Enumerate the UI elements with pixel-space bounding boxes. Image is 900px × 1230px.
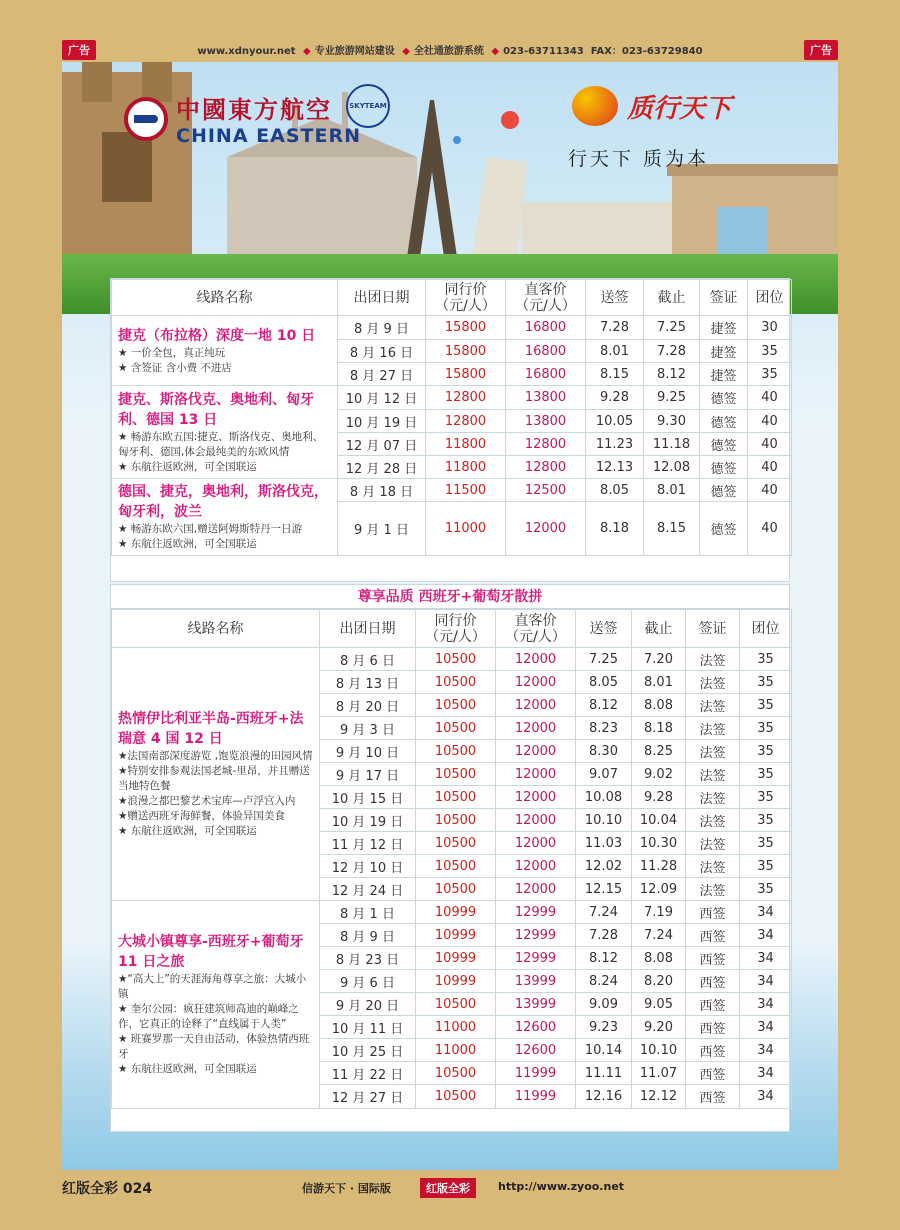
retail-price-cell: 16800 <box>506 363 586 386</box>
visa-cell: 法签 <box>686 786 740 809</box>
peer-price-cell: 11800 <box>426 433 506 456</box>
tour-table-1 <box>111 279 792 556</box>
peer-price-cell: 11500 <box>426 479 506 502</box>
seats-cell: 34 <box>740 947 792 970</box>
send-visa-cell: 10.14 <box>576 1039 632 1062</box>
send-visa-cell: 12.02 <box>576 855 632 878</box>
deadline-cell: 12.08 <box>644 456 700 479</box>
seats-cell: 35 <box>740 809 792 832</box>
visa-cell: 西签 <box>686 1039 740 1062</box>
seats-cell: 35 <box>740 694 792 717</box>
peer-price-cell: 12800 <box>426 386 506 410</box>
visa-cell: 德签 <box>700 456 748 479</box>
retail-price-cell: 12000 <box>496 648 576 671</box>
send-visa-cell: 10.08 <box>576 786 632 809</box>
peer-price-cell: 10999 <box>416 970 496 993</box>
seats-cell: 40 <box>748 502 792 556</box>
send-visa-cell: 10.10 <box>576 809 632 832</box>
deadline-cell: 8.20 <box>632 970 686 993</box>
retail-price-cell: 13800 <box>506 386 586 410</box>
ad-label-right: 广告 <box>804 40 838 60</box>
peer-price-cell: 10500 <box>416 809 496 832</box>
send-visa-cell: 8.12 <box>576 947 632 970</box>
agency-name: 质行天下 <box>627 93 732 124</box>
deadline-cell: 12.09 <box>632 878 686 901</box>
seats-cell: 40 <box>748 410 792 433</box>
table-header-row <box>112 280 792 316</box>
date-cell: 8 月 9 日 <box>338 316 426 340</box>
retail-price-cell: 12000 <box>496 878 576 901</box>
retail-price-cell: 12999 <box>496 901 576 924</box>
send-visa-cell: 8.12 <box>576 694 632 717</box>
visa-cell: 德签 <box>700 386 748 410</box>
route-cell <box>112 648 320 901</box>
seats-cell: 35 <box>748 363 792 386</box>
retail-price-cell: 12800 <box>506 456 586 479</box>
col-route: 线路名称 <box>112 610 320 648</box>
peer-price-cell: 11800 <box>426 456 506 479</box>
seats-cell: 40 <box>748 386 792 410</box>
retail-price-cell: 12000 <box>506 502 586 556</box>
date-cell: 12 月 28 日 <box>338 456 426 479</box>
visa-cell: 法签 <box>686 809 740 832</box>
seats-cell: 35 <box>740 878 792 901</box>
route-detail: ★“高大上”的天涯海角尊享之旅：大城小镇 <box>118 973 307 1000</box>
deadline-cell: 9.20 <box>632 1016 686 1039</box>
date-cell: 8 月 1 日 <box>320 901 416 924</box>
retail-price-cell: 12000 <box>496 717 576 740</box>
date-cell: 11 月 22 日 <box>320 1062 416 1085</box>
col-send-visa: 送签 <box>586 280 644 316</box>
col-date: 出团日期 <box>320 610 416 648</box>
skyteam-logo: SKYTEAM <box>346 84 390 128</box>
visa-cell: 西签 <box>686 993 740 1016</box>
retail-price-cell: 11999 <box>496 1085 576 1109</box>
seats-cell: 34 <box>740 1016 792 1039</box>
send-visa-cell: 7.28 <box>576 924 632 947</box>
retail-price-cell: 12000 <box>496 694 576 717</box>
peer-price-cell: 15800 <box>426 340 506 363</box>
visa-cell: 西签 <box>686 924 740 947</box>
retail-price-cell: 12999 <box>496 924 576 947</box>
date-cell: 10 月 12 日 <box>338 386 426 410</box>
deadline-cell: 10.04 <box>632 809 686 832</box>
service-2: 全社通旅游系统 <box>413 46 484 57</box>
date-cell: 12 月 07 日 <box>338 433 426 456</box>
retail-price-cell: 12000 <box>496 786 576 809</box>
visa-cell: 捷签 <box>700 363 748 386</box>
send-visa-cell: 11.11 <box>576 1062 632 1085</box>
retail-price-cell: 16800 <box>506 340 586 363</box>
visa-cell: 法签 <box>686 740 740 763</box>
route-cell <box>112 479 338 556</box>
seats-cell: 34 <box>740 924 792 947</box>
date-cell: 8 月 6 日 <box>320 648 416 671</box>
page-footer <box>0 1178 900 1202</box>
send-visa-cell: 12.15 <box>576 878 632 901</box>
visa-cell: 法签 <box>686 671 740 694</box>
fax-number: FAX：023-63729840 <box>590 46 703 57</box>
send-visa-cell: 8.30 <box>576 740 632 763</box>
china-eastern-logo <box>124 90 361 147</box>
seats-cell: 35 <box>740 832 792 855</box>
peer-price-cell: 11000 <box>416 1039 496 1062</box>
date-cell: 8 月 20 日 <box>320 694 416 717</box>
route-detail: ★ 畅游东欧六国,赠送阿姆斯特丹一日游 <box>118 523 303 535</box>
visa-cell: 德签 <box>700 502 748 556</box>
send-visa-cell: 10.05 <box>586 410 644 433</box>
tour-table-panel-1 <box>110 278 790 582</box>
visa-cell: 法签 <box>686 648 740 671</box>
visa-cell: 捷签 <box>700 316 748 340</box>
retail-price-cell: 13999 <box>496 970 576 993</box>
peer-price-cell: 12800 <box>426 410 506 433</box>
ad-frame <box>62 62 838 1170</box>
peer-price-cell: 10500 <box>416 763 496 786</box>
date-cell: 9 月 3 日 <box>320 717 416 740</box>
peer-price-cell: 10500 <box>416 1062 496 1085</box>
visa-cell: 西签 <box>686 970 740 993</box>
retail-price-cell: 12000 <box>496 740 576 763</box>
deadline-cell: 7.20 <box>632 648 686 671</box>
visa-cell: 法签 <box>686 763 740 786</box>
peer-price-cell: 10999 <box>416 947 496 970</box>
date-cell: 10 月 15 日 <box>320 786 416 809</box>
seats-cell: 40 <box>748 479 792 502</box>
peer-price-cell: 10500 <box>416 855 496 878</box>
airline-name-cn: 中國東方航空 <box>176 96 332 124</box>
deadline-cell: 11.18 <box>644 433 700 456</box>
retail-price-cell: 12800 <box>506 433 586 456</box>
route-detail: ★特别安排参观法国老城-里昂，并且赠送当地特色餐 <box>118 765 310 792</box>
route-detail: ★ 畅游东欧五国:捷克、斯洛伐克、奥地利、匈牙利、德国,体会最纯美的东欧风情 <box>118 430 324 458</box>
seats-cell: 40 <box>748 433 792 456</box>
visa-cell: 捷签 <box>700 340 748 363</box>
date-cell: 10 月 19 日 <box>338 410 426 433</box>
peer-price-cell: 10500 <box>416 878 496 901</box>
footer-tagline: 信游天下 · 国际版 <box>302 1182 391 1195</box>
route-detail: ★法国南部深度游览 ,饱览浪漫的田园风情 <box>118 750 313 762</box>
send-visa-cell: 8.18 <box>586 502 644 556</box>
col-send-visa: 送签 <box>576 610 632 648</box>
seats-cell: 35 <box>740 717 792 740</box>
seats-cell: 35 <box>740 855 792 878</box>
swallow-icon <box>124 97 168 141</box>
visa-cell: 西签 <box>686 1085 740 1109</box>
route-detail: ★赠送西班牙海鲜餐，体验异国美食 <box>118 810 285 822</box>
airline-name-en: CHINA EASTERN <box>176 125 361 147</box>
date-cell: 8 月 27 日 <box>338 363 426 386</box>
table-header-row <box>112 610 792 648</box>
peer-price-cell: 10500 <box>416 832 496 855</box>
deadline-cell: 10.10 <box>632 1039 686 1062</box>
deadline-cell: 9.05 <box>632 993 686 1016</box>
date-cell: 11 月 12 日 <box>320 832 416 855</box>
retail-price-cell: 12000 <box>496 832 576 855</box>
peer-price-cell: 10500 <box>416 786 496 809</box>
retail-price-cell: 13800 <box>506 410 586 433</box>
col-peer-price: 同行价 （元/人） <box>426 280 506 316</box>
send-visa-cell: 9.09 <box>576 993 632 1016</box>
seats-cell: 34 <box>740 970 792 993</box>
visa-cell: 法签 <box>686 878 740 901</box>
visa-cell: 西签 <box>686 947 740 970</box>
footer-url[interactable]: http://www.zyoo.net <box>498 1180 625 1193</box>
peer-price-cell: 10500 <box>416 648 496 671</box>
deadline-cell: 10.30 <box>632 832 686 855</box>
date-cell: 9 月 17 日 <box>320 763 416 786</box>
peer-price-cell: 15800 <box>426 316 506 340</box>
footer-badge: 红版全彩 <box>420 1178 476 1198</box>
agency-logo <box>572 86 731 126</box>
route-detail: ★ 一价全包，真正纯玩 <box>118 346 226 359</box>
seats-cell: 35 <box>748 340 792 363</box>
seats-cell: 30 <box>748 316 792 340</box>
route-title: 德国、捷克，奥地利，斯洛伐克，匈牙利，波兰 <box>118 484 328 520</box>
retail-price-cell: 13999 <box>496 993 576 1016</box>
date-cell: 12 月 27 日 <box>320 1085 416 1109</box>
agency-slogan: 行天下 质为本 <box>568 148 710 170</box>
col-route: 线路名称 <box>112 280 338 316</box>
date-cell: 8 月 9 日 <box>320 924 416 947</box>
retail-price-cell: 12000 <box>496 809 576 832</box>
send-visa-cell: 8.01 <box>586 340 644 363</box>
table-row <box>112 386 792 410</box>
top-info-bar: www.xdnyour.net ◆ 专业旅游网站建设 ◆ 全社通旅游系统 ◆ 023-63711343 FAX：023-63729840 <box>197 46 703 57</box>
seats-cell: 35 <box>740 648 792 671</box>
visa-cell: 德签 <box>700 479 748 502</box>
deadline-cell: 8.01 <box>644 479 700 502</box>
send-visa-cell: 9.23 <box>576 1016 632 1039</box>
send-visa-cell: 8.05 <box>576 671 632 694</box>
col-visa: 签证 <box>700 280 748 316</box>
send-visa-cell: 8.05 <box>586 479 644 502</box>
seats-cell: 35 <box>740 786 792 809</box>
peer-price-cell: 11000 <box>416 1016 496 1039</box>
route-detail: ★ 东航往返欧洲，可全国联运 <box>118 825 257 837</box>
visa-cell: 西签 <box>686 901 740 924</box>
date-cell: 8 月 18 日 <box>338 479 426 502</box>
deadline-cell: 9.02 <box>632 763 686 786</box>
route-detail: ★ 奎尔公园：疯狂建筑师高迪的巅峰之作，它真正的诠释了“直线属于人类” <box>118 1003 299 1030</box>
peer-price-cell: 15800 <box>426 363 506 386</box>
date-cell: 8 月 13 日 <box>320 671 416 694</box>
deadline-cell: 8.08 <box>632 694 686 717</box>
website-link[interactable]: www.xdnyour.net <box>197 46 296 57</box>
send-visa-cell: 12.13 <box>586 456 644 479</box>
seats-cell: 34 <box>740 1039 792 1062</box>
visa-cell: 法签 <box>686 832 740 855</box>
send-visa-cell: 8.15 <box>586 363 644 386</box>
send-visa-cell: 7.24 <box>576 901 632 924</box>
col-retail-price: 直客价 （元/人） <box>496 610 576 648</box>
retail-price-cell: 11999 <box>496 1062 576 1085</box>
col-visa: 签证 <box>686 610 740 648</box>
deadline-cell: 7.24 <box>632 924 686 947</box>
route-title: 大城小镇尊享-西班牙+葡萄牙 11 日之旅 <box>118 934 304 970</box>
send-visa-cell: 12.16 <box>576 1085 632 1109</box>
seats-cell: 34 <box>740 901 792 924</box>
route-title: 捷克（布拉格）深度一地 10 日 <box>118 327 316 344</box>
retail-price-cell: 12600 <box>496 1016 576 1039</box>
col-deadline: 截止 <box>644 280 700 316</box>
retail-price-cell: 16800 <box>506 316 586 340</box>
send-visa-cell: 7.25 <box>576 648 632 671</box>
deadline-cell: 8.15 <box>644 502 700 556</box>
route-title: 热情伊比利亚半岛-西班牙+法瑞意 4 国 12 日 <box>118 711 304 747</box>
tour-table-2 <box>111 609 792 1109</box>
route-cell <box>112 316 338 386</box>
retail-price-cell: 12999 <box>496 947 576 970</box>
deadline-cell: 11.07 <box>632 1062 686 1085</box>
visa-cell: 法签 <box>686 694 740 717</box>
peer-price-cell: 10999 <box>416 924 496 947</box>
peer-price-cell: 10500 <box>416 694 496 717</box>
date-cell: 9 月 1 日 <box>338 502 426 556</box>
peer-price-cell: 10500 <box>416 740 496 763</box>
seats-cell: 40 <box>748 456 792 479</box>
send-visa-cell: 9.28 <box>586 386 644 410</box>
table-row <box>112 316 792 340</box>
visa-cell: 西签 <box>686 1062 740 1085</box>
retail-price-cell: 12600 <box>496 1039 576 1062</box>
date-cell: 10 月 25 日 <box>320 1039 416 1062</box>
ad-label-left: 广告 <box>62 40 96 60</box>
send-visa-cell: 8.23 <box>576 717 632 740</box>
send-visa-cell: 7.28 <box>586 316 644 340</box>
visa-cell: 德签 <box>700 433 748 456</box>
date-cell: 9 月 6 日 <box>320 970 416 993</box>
col-seats: 团位 <box>748 280 792 316</box>
deadline-cell: 7.19 <box>632 901 686 924</box>
table-row <box>112 648 792 671</box>
send-visa-cell: 11.03 <box>576 832 632 855</box>
phone-number: 023-63711343 <box>503 46 584 57</box>
deadline-cell: 9.25 <box>644 386 700 410</box>
deadline-cell: 9.28 <box>632 786 686 809</box>
peer-price-cell: 10500 <box>416 671 496 694</box>
table-row <box>112 479 792 502</box>
visa-cell: 西签 <box>686 1016 740 1039</box>
deadline-cell: 9.30 <box>644 410 700 433</box>
route-detail: ★ 班赛罗那一天自由活动，体验热情西班牙 <box>118 1033 310 1060</box>
deadline-cell: 8.08 <box>632 947 686 970</box>
route-detail: ★ 含签证 含小费 不进店 <box>118 361 232 374</box>
route-detail: ★ 东航往返欧洲，可全国联运 <box>118 460 257 473</box>
date-cell: 12 月 24 日 <box>320 878 416 901</box>
seats-cell: 34 <box>740 1085 792 1109</box>
route-detail: ★浪漫之都巴黎艺术宝库—卢浮宫入内 <box>118 795 296 807</box>
send-visa-cell: 11.23 <box>586 433 644 456</box>
route-detail: ★ 东航往返欧洲，可全国联运 <box>118 1063 257 1075</box>
seats-cell: 34 <box>740 1062 792 1085</box>
visa-cell: 德签 <box>700 410 748 433</box>
deadline-cell: 8.01 <box>632 671 686 694</box>
deadline-cell: 8.12 <box>644 363 700 386</box>
deadline-cell: 7.25 <box>644 316 700 340</box>
route-cell <box>112 386 338 479</box>
agency-mark-icon <box>572 86 618 126</box>
date-cell: 8 月 23 日 <box>320 947 416 970</box>
col-seats: 团位 <box>740 610 792 648</box>
seats-cell: 34 <box>740 993 792 1016</box>
deadline-cell: 11.28 <box>632 855 686 878</box>
deadline-cell: 12.12 <box>632 1085 686 1109</box>
route-cell <box>112 901 320 1109</box>
peer-price-cell: 11000 <box>426 502 506 556</box>
send-visa-cell: 8.24 <box>576 970 632 993</box>
retail-price-cell: 12000 <box>496 671 576 694</box>
seats-cell: 35 <box>740 671 792 694</box>
visa-cell: 法签 <box>686 717 740 740</box>
seats-cell: 35 <box>740 763 792 786</box>
deadline-cell: 7.28 <box>644 340 700 363</box>
route-title: 捷克、斯洛伐克、奥地利、匈牙利、德国 13 日 <box>118 391 314 428</box>
table-row <box>112 901 792 924</box>
peer-price-cell: 10999 <box>416 901 496 924</box>
seats-cell: 35 <box>740 740 792 763</box>
tour-table-panel-2 <box>110 584 790 1132</box>
date-cell: 10 月 11 日 <box>320 1016 416 1039</box>
peer-price-cell: 10500 <box>416 717 496 740</box>
peer-price-cell: 10500 <box>416 1085 496 1109</box>
premium-banner: 尊享品质 西班牙+葡萄牙散拼 <box>111 585 789 609</box>
col-retail-price: 直客价 （元/人） <box>506 280 586 316</box>
page-label: 红版全彩 024 <box>62 1181 153 1197</box>
send-visa-cell: 9.07 <box>576 763 632 786</box>
deadline-cell: 8.18 <box>632 717 686 740</box>
date-cell: 10 月 19 日 <box>320 809 416 832</box>
retail-price-cell: 12500 <box>506 479 586 502</box>
visa-cell: 法签 <box>686 855 740 878</box>
service-1: 专业旅游网站建设 <box>314 46 395 57</box>
deadline-cell: 8.25 <box>632 740 686 763</box>
retail-price-cell: 12000 <box>496 763 576 786</box>
col-date: 出团日期 <box>338 280 426 316</box>
col-deadline: 截止 <box>632 610 686 648</box>
peer-price-cell: 10500 <box>416 993 496 1016</box>
date-cell: 9 月 10 日 <box>320 740 416 763</box>
date-cell: 9 月 20 日 <box>320 993 416 1016</box>
col-peer-price: 同行价 （元/人） <box>416 610 496 648</box>
date-cell: 12 月 10 日 <box>320 855 416 878</box>
retail-price-cell: 12000 <box>496 855 576 878</box>
date-cell: 8 月 16 日 <box>338 340 426 363</box>
route-detail: ★ 东航往返欧洲，可全国联运 <box>118 538 257 550</box>
